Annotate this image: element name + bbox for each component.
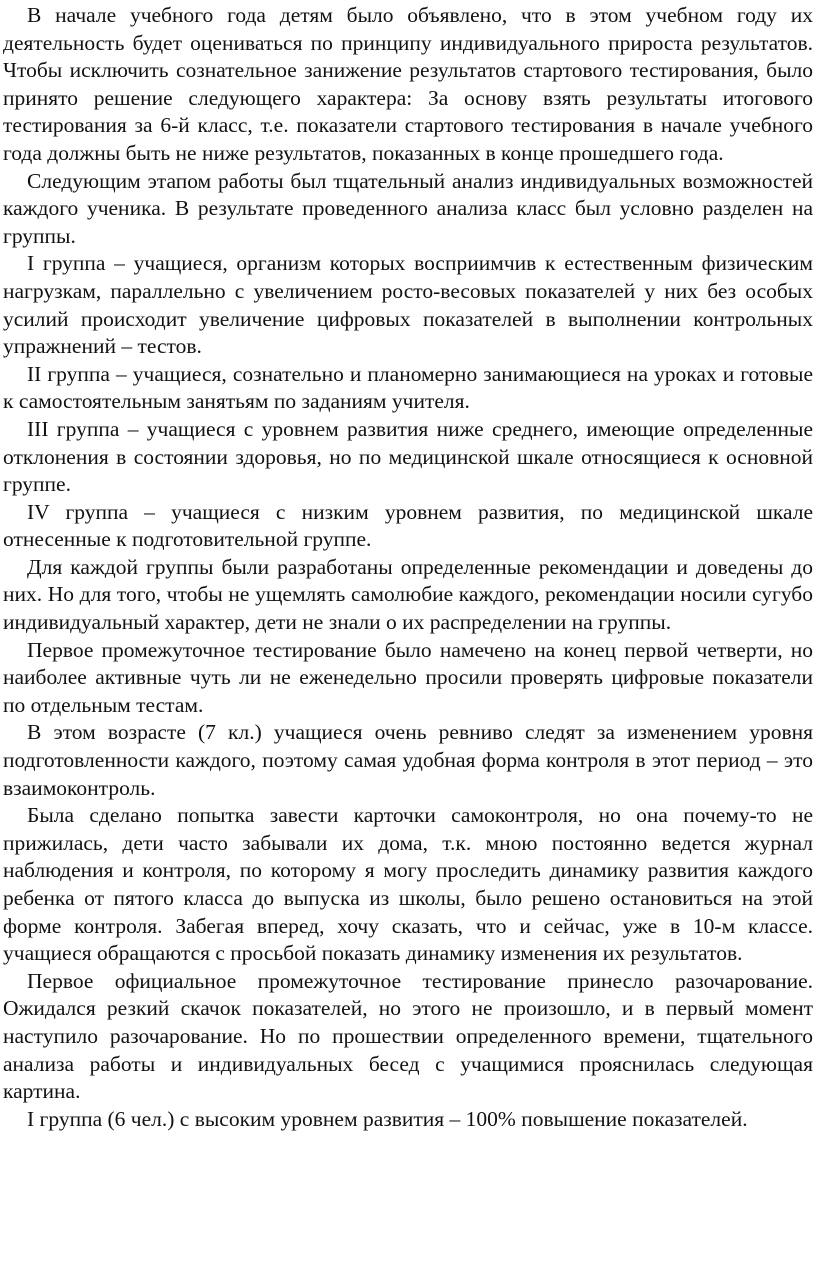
paragraph-first-test: Первое промежуточное тестирование было намечено на конец первой четверти, но наиболее активные чуть ли не еженедельно просили проверять цифровые показатели по отдельным тестам. (3, 637, 813, 717)
paragraph-group-4: IV группа – учащиеся с низким уровнем развития, по медицинской шкале отнесенные к подготовительной группе. (3, 499, 813, 552)
paragraph-group-2: II группа – учащиеся, сознательно и планомерно занимающиеся на уроках и готовые к самостоятельным занятьям по заданиям учителя. (3, 361, 813, 414)
paragraph-self-control-cards: Была сделано попытка завести карточки самоконтроля, но она почему-то не прижилась, дети часто забывали их дома, т.к. мною постоянно ведется журнал наблюдения и контроля, по которому я могу проследить динамику развития каждого ребенка от пятого класса до выпуска из школы, было решено остановиться на этой форме контроля. Забегая вперед, хочу сказать, что и сейчас, уже в 10-м классе. учащиеся обращаются с просьбой показать динамику изменения их результатов. (3, 803, 813, 966)
paragraph-analysis: Следующим этапом работы был тщательный анализ индивидуальных возможностей каждого ученика. В результате проведенного анализа класс был условно разделен на группы. (3, 168, 813, 248)
paragraph-group-3: III группа – учащиеся с уровнем развития ниже среднего, имеющие определенные отклонения в состоянии здоровья, но по медицинской шкале относящиеся к основной группе. (3, 416, 813, 497)
paragraph-recommendations: Для каждой группы были разработаны определенные рекомендации и доведены до них. Но для того, чтобы не ущемлять самолюбие каждого, рекомендации носили сугубо индивидуальный характер, дети не знали о их распределении на группы. (3, 554, 813, 635)
paragraph-mutual-control: В этом возрасте (7 кл.) учащиеся очень ревниво следят за изменением уровня подготовленности каждого, поэтому самая удобная форма контроля в этот период – это взаимоконтроль. (3, 720, 813, 800)
paragraph-official-test: Первое официальное промежуточное тестирование принесло разочарование. Ожидался резкий скачок показателей, но этого не произошло, и в первый момент наступило разочарование. Но по прошествии определенного времени, тщательного анализа работы и индивидуальных бесед с учащимися прояснилась следующая картина. (3, 968, 813, 1104)
paragraph-group-1-result: I группа (6 чел.) с высоким уровнем развития – 100% повышение показателей. (27, 1106, 748, 1131)
paragraph-intro: В начале учебного года детям было объявлено, что в этом учебном году их деятельность будет оцениваться по принципу индивидуального прироста результатов. Чтобы исключить сознательное занижение результатов стартового тестирования, было принято решение следующего характера: За основу взять результаты итогового тестирования за 6-й класс, т.е. показатели стартового тестирования в начале учебного года должны быть не ниже результатов, показанных в конце прошедшего года. (3, 3, 813, 165)
paragraph-group-1: I группа – учащиеся, организм которых восприимчив к естественным физическим нагрузкам, параллельно с увеличением росто-весовых показателей у них без особых усилий происходит увеличение цифровых показателей в выполнении контрольных упражнений – тестов. (3, 251, 813, 359)
